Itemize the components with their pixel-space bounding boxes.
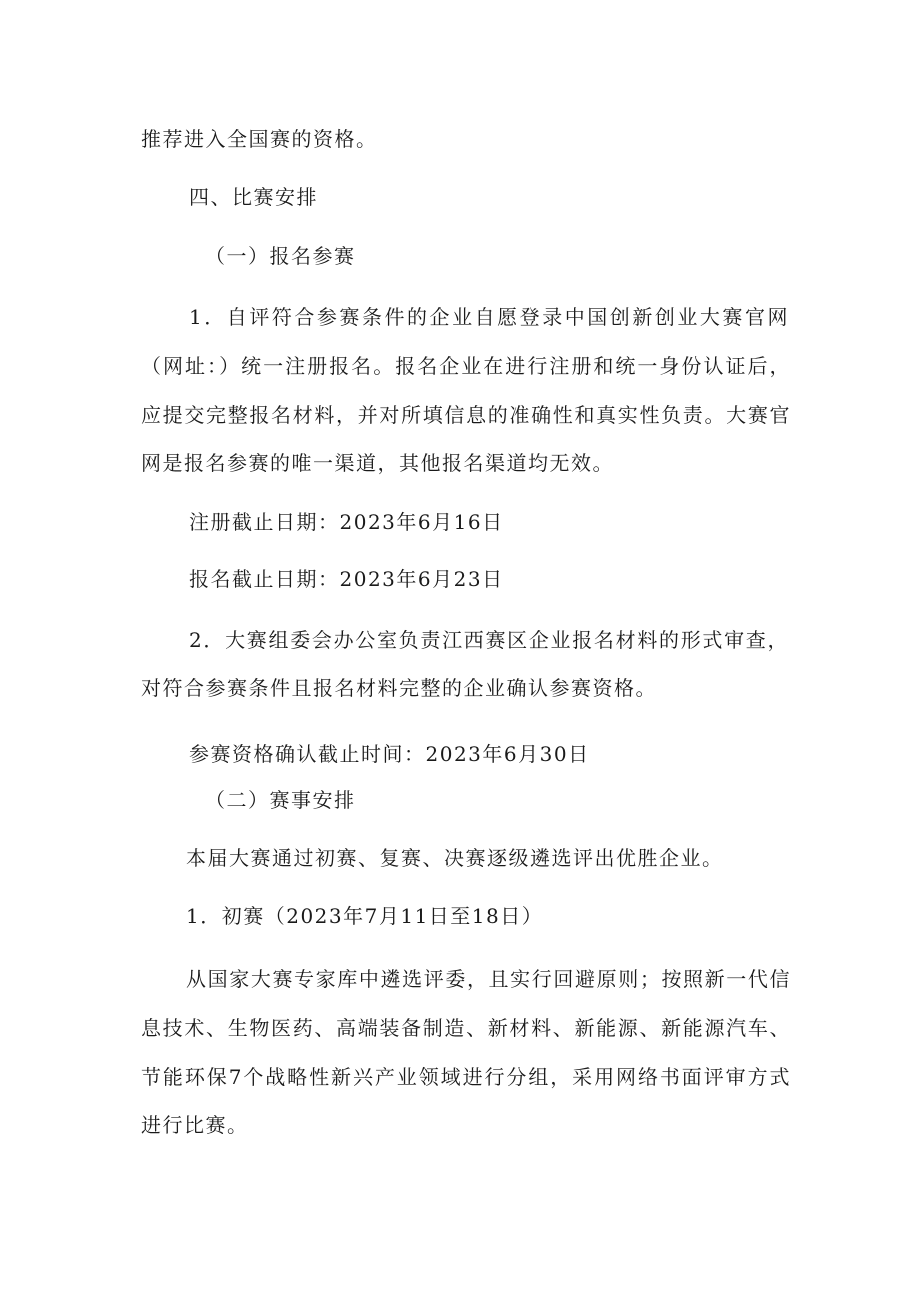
- section-heading-4: 四、比赛安排: [189, 185, 318, 209]
- text-line-10: 2．大赛组委会办公室负责江西赛区企业报名材料的形式审查，: [189, 628, 789, 652]
- text-line-11: 对符合参赛条件且报名材料完整的企业确认参赛资格。: [141, 676, 657, 700]
- text-line-1: 推荐进入全国赛的资格。: [141, 127, 378, 151]
- subsection-heading-2: （二）赛事安排: [205, 788, 356, 812]
- application-deadline: 报名截止日期：2023年6月23日: [189, 567, 504, 591]
- text-line-17: 息技术、生物医药、高端装备制造、新材料、新能源、新能源汽车、: [141, 1016, 791, 1040]
- qualification-deadline: 参赛资格确认截止时间：2023年6月30日: [189, 742, 590, 766]
- text-line-6: 应提交完整报名材料，并对所填信息的准确性和真实性负责。大赛官: [141, 403, 791, 427]
- text-line-7: 网是报名参赛的唯一渠道，其他报名渠道均无效。: [141, 451, 614, 475]
- text-line-19: 进行比赛。: [141, 1113, 249, 1137]
- registration-deadline: 注册截止日期：2023年6月16日: [189, 510, 504, 534]
- text-line-5: （网址：）统一注册报名。报名企业在进行注册和统一身份认证后，: [141, 354, 791, 378]
- subsection-heading-1: （一）报名参赛: [205, 244, 356, 268]
- preliminary-round-heading: 1．初赛（2023年7月11日至18日）: [186, 904, 544, 928]
- text-line-16: 从国家大赛专家库中遴选评委，且实行回避原则；按照新一代信: [186, 967, 791, 991]
- text-line-18: 节能环保7个战略性新兴产业领域进行分组，采用网络书面评审方式: [141, 1065, 791, 1089]
- text-line-4: 1．自评符合参赛条件的企业自愿登录中国创新创业大赛官网: [189, 305, 789, 329]
- text-line-14: 本届大赛通过初赛、复赛、决赛逐级遴选评出优胜企业。: [186, 846, 724, 870]
